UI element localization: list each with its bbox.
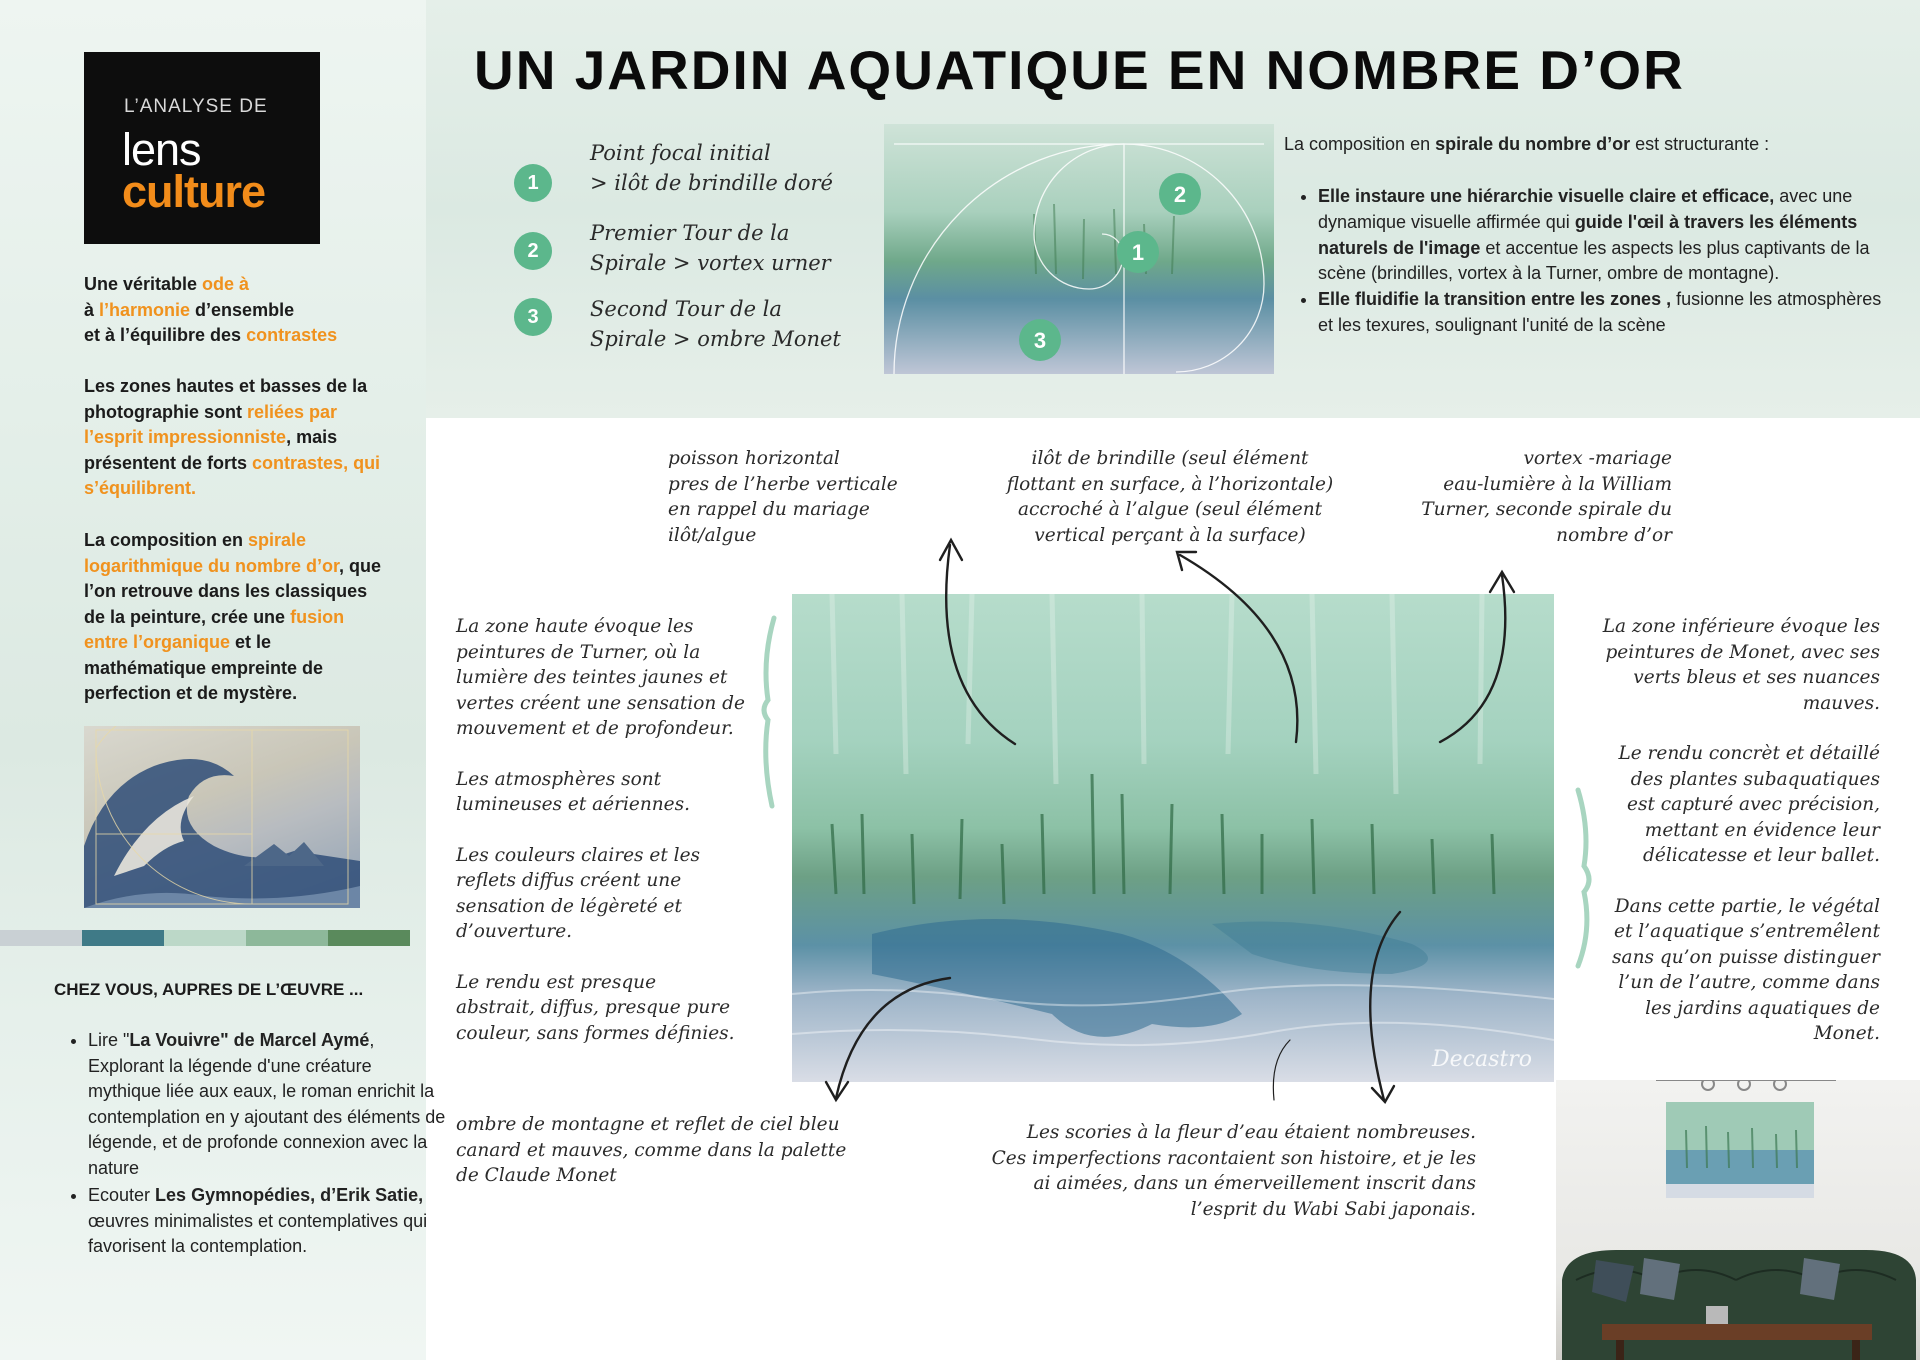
arrow-to-ilot <box>1180 555 1297 742</box>
spiral-marker-1: 1 <box>1131 240 1145 265</box>
logo-subtitle: L’ANALYSE DE <box>124 96 268 117</box>
annotation-line: eau-lumière à la William <box>1443 473 1672 495</box>
annotation-line: lumineuses et aériennes. <box>456 794 690 815</box>
logo-culture: culture <box>122 166 266 217</box>
text: Elle instaure une hiérarchie visuelle claire et efficace, <box>1318 186 1775 206</box>
annotation-line: vertes créent une sensation de <box>456 692 745 714</box>
annotation-line: Le rendu concrèt et détaillé <box>1618 743 1880 764</box>
annotation-line: couleur, sans formes définies. <box>456 1022 735 1044</box>
annotation-line: mouvement et de profondeur. <box>456 718 734 739</box>
annotation-line: Dans cette partie, le végétal <box>1614 895 1880 917</box>
annotation-line: ilôt/algue <box>668 524 757 546</box>
text: La composition en <box>1284 134 1436 154</box>
text: , que l’on retrouve dans les classiques de la peinture, crée une <box>84 555 382 627</box>
text: guide l'œil à travers les éléments naturels de l'image <box>1318 211 1858 258</box>
annotation-line: l’un de l’autre, comme dans <box>1618 972 1880 993</box>
arrowhead <box>940 540 962 560</box>
highlight: reliées par l’esprit impressionniste <box>84 401 338 447</box>
text: et le mathématique empreinte de perfection et de mystère. <box>84 632 324 703</box>
annotation-line: pres de l’herbe verticale <box>668 473 898 495</box>
annotation-line: lumière des teintes jaunes et <box>456 667 728 688</box>
text: , mais présentent de forts <box>84 427 338 473</box>
arrow-to-poisson <box>946 545 1015 744</box>
annotation-line: Les couleurs claires et les <box>456 844 701 866</box>
highlight: contrastes <box>246 325 338 345</box>
arrow-to-vortex <box>1440 575 1505 742</box>
step-badge-3: 3 <box>514 298 552 336</box>
annotation-line: mauves. <box>1802 692 1880 714</box>
annotation-line: sensation de légèreté et <box>456 895 682 917</box>
annotation-line: ombre de montagne et reflet de ciel bleu <box>456 1114 840 1135</box>
text: spirale du nombre d’or <box>1435 134 1631 154</box>
annotation-line: verts bleus et ses nuances <box>1633 667 1880 688</box>
annotation-line: accroché à l’algue (seul élément <box>1017 499 1323 520</box>
step-badge-1: 1 <box>514 164 552 202</box>
music-title: Les Gymnopédies, d’Erik Satie, <box>155 1185 424 1205</box>
text: à <box>84 299 100 320</box>
annotation-line: poisson horizontal <box>668 448 840 469</box>
text: d’ensemble <box>190 299 295 320</box>
highlight: contrastes, qui s’équilibrent. <box>84 452 381 498</box>
spiral-marker-2: 2 <box>1173 182 1187 207</box>
annotation-line: abstrait, diffus, presque pure <box>456 997 731 1018</box>
annotation-line: nombre d’or <box>1556 524 1672 546</box>
annotation-line: ilôt de brindille (seul élément <box>1031 448 1309 469</box>
text: Spirale > vortex urner <box>590 251 831 275</box>
annotation-line: sans qu’on puisse distinguer <box>1612 946 1880 968</box>
annotation-line: Monet. <box>1813 1023 1880 1044</box>
text: et à l’équilibre des <box>84 325 247 345</box>
text: et accentue les aspects les plus captivants de la scène (brindilles, vortex à la Turner, ombre de montagne). <box>1318 237 1870 284</box>
text: > ilôt de brindille doré <box>590 171 833 195</box>
interior-mockup-image <box>1556 1080 1920 1360</box>
logo-lens: lens <box>122 124 201 175</box>
annotation-line: canard et mauves, comme dans la palette <box>456 1139 847 1161</box>
left-brace <box>764 618 774 806</box>
annotation-line: vertical perçant à la surface) <box>1034 524 1306 546</box>
annotation-line: La zone haute évoque les <box>456 616 694 637</box>
book-title: La Vouivre" de Marcel Aymé <box>129 1030 370 1050</box>
annotation-line: Les atmosphères sont <box>456 768 662 790</box>
arrow-to-ombre <box>836 978 950 1098</box>
annotation-line: peintures de Turner, où la <box>456 641 701 663</box>
text: fusionne les atmosphères et les texures, soulignant l'unité de la scène <box>1318 289 1882 335</box>
annotation-line: l’esprit du Wabi Sabi japonais. <box>1190 1198 1476 1220</box>
annotation-line: vortex -mariage <box>1523 448 1672 469</box>
chez-vous-heading: CHEZ VOUS, AUPRES DE L’ŒUVRE ... <box>54 980 364 999</box>
highlight: fusion entre l’organique <box>84 606 345 652</box>
annotation-line: et l’aquatique s’entremêlent <box>1614 921 1880 942</box>
arrow-to-scories <box>1370 912 1400 1100</box>
text: Les zones hautes et basses de la photographie sont <box>84 376 368 422</box>
text: Spirale > ombre Monet <box>590 327 841 351</box>
annotation-line: Ces imperfections racontaient son histoire, et je les <box>991 1147 1476 1169</box>
annotation-line: ai aimées, dans un émerveillement inscrit dans <box>1033 1173 1476 1194</box>
text: est structurante : <box>1630 134 1770 154</box>
annotation-line: d’ouverture. <box>456 921 573 942</box>
spiral-marker-3: 3 <box>1033 328 1047 353</box>
text: Point focal initial <box>590 141 771 165</box>
annotation-line: en rappel du mariage <box>668 499 870 520</box>
highlight: l’harmonie <box>99 299 191 320</box>
annotation-line: flottant en surface, à l’horizontale) <box>1006 473 1334 495</box>
annotation-line: des plantes subaquatiques <box>1630 768 1880 790</box>
text: Lire " <box>88 1030 130 1050</box>
annotation-line: est capturé avec précision, <box>1627 794 1880 815</box>
annotation-line: de Claude Monet <box>456 1165 617 1186</box>
annotation-line: les jardins aquatiques de <box>1645 997 1880 1019</box>
text: Second Tour de la <box>590 297 782 321</box>
annotation-line: mettant en évidence leur <box>1644 819 1880 841</box>
highlight: spirale logarithmique du nombre d’or <box>84 530 340 576</box>
text: œuvres minimalistes et contemplatives qui favorisent la contemplation. <box>88 1210 428 1256</box>
text: avec une dynamique visuelle affirmée qui <box>1318 186 1853 232</box>
text: Ecouter <box>88 1185 156 1205</box>
arrow-thin <box>1273 1040 1290 1100</box>
annotation-line: Turner, seconde spirale du <box>1421 499 1672 520</box>
text: Premier Tour de la <box>590 221 790 245</box>
text: Elle fluidifie la transition entre les zones , <box>1318 289 1672 310</box>
annotation-line: Le rendu est presque <box>456 971 657 993</box>
highlight: ode à <box>202 274 250 294</box>
annotation-line: La zone inférieure évoque les <box>1602 616 1880 637</box>
photographer-signature: Decastro <box>1432 1047 1532 1072</box>
right-brace <box>1578 790 1589 966</box>
annotation-line: peintures de Monet, avec ses <box>1605 641 1880 663</box>
text: Une véritable <box>84 274 203 294</box>
annotation-line: délicatesse et leur ballet. <box>1643 845 1880 866</box>
annotation-line: reflets diffus créent une <box>456 870 682 891</box>
annotation-line: Les scories à la fleur d’eau étaient nombreuses. <box>1026 1122 1476 1143</box>
step-badge-2: 2 <box>514 232 552 270</box>
page-title: UN JARDIN AQUATIQUE EN NOMBRE D’OR <box>474 39 1685 101</box>
text: La composition en <box>84 530 249 550</box>
text: , Explorant la légende d'une créature mythique liée aux eaux, le roman enrichit la contemplation en y ajoutant des éléments de légende, et de profonde connexion avec la nature <box>88 1030 446 1178</box>
